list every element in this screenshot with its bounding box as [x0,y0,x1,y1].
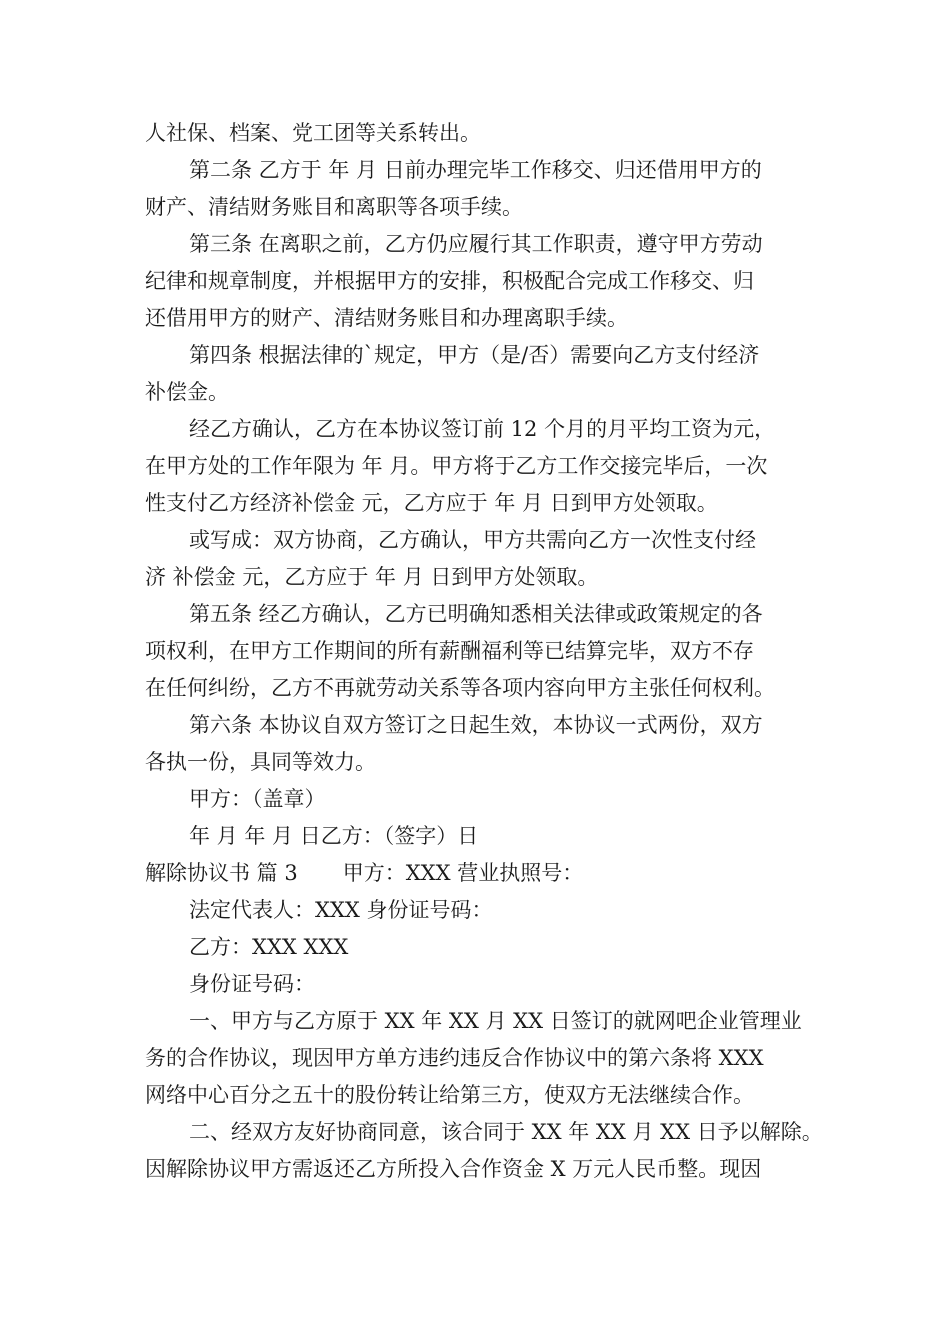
text-line: 第三条 在离职之前，乙方仍应履行其工作职责，遵守甲方劳动 [189,232,763,256]
text-line: 财产、清结财务账目和离职等各项手续。 [145,195,523,219]
text-line: 第五条 经乙方确认，乙方已明确知悉相关法律或政策规定的各 [189,602,763,626]
text-line: 经乙方确认，乙方在本协议签订前 12 个月的月平均工资为元， [189,417,776,441]
section-title: 解除协议书 篇 3 [145,861,298,885]
text-line: 还借用甲方的财产、清结财务账目和办理离职手续。 [145,306,628,330]
text-line: 因解除协议甲方需返还乙方所投入合作资金 X 万元人民币整。现因 [145,1157,762,1181]
text-line: 人社保、档案、党工团等关系转出。 [145,121,481,145]
text-line: 网络中心百分之五十的股份转让给第三方，使双方无法继续合作。 [145,1083,754,1107]
text-line: 或写成：双方协商，乙方确认，甲方共需向乙方一次性支付经 [189,528,756,552]
text-line: 法定代表人：XXX 身份证号码： [189,898,493,922]
document-body [145,115,825,1188]
text-line: 一、甲方与乙方原于 XX 年 XX 月 XX 日签订的就网吧企业管理业 [189,1009,802,1033]
section-heading-line [145,855,825,892]
text-line: 纪律和规章制度，并根据甲方的安排，积极配合完成工作移交、归 [145,269,754,293]
text-line: 项权利，在甲方工作期间的所有薪酬福利等已结算完毕，双方不存 [145,639,754,663]
text-line: 务的合作协议，现因甲方单方违约违反合作协议中的第六条将 XXX [145,1046,764,1070]
signature-party-a-line: 甲方：（盖章） [189,787,326,811]
text-line: 济 补偿金 元，乙方应于 年 月 日到甲方处领取。 [145,565,599,589]
text-line: 身份证号码： [189,972,315,996]
text-line: 在任何纠纷，乙方不再就劳动关系等各项内容向甲方主张任何权利。 [145,676,775,700]
signature-date-line: 年 月 年 月 日乙方：（签字）日 [189,824,479,848]
text-line: 二、经双方友好协商同意，该合同于 XX 年 XX 月 XX 日予以解除。 [189,1120,823,1144]
text-line: 第二条 乙方于 年 月 日前办理完毕工作移交、归还借用甲方的 [189,158,762,182]
text-line: 各执一份，具同等效力。 [145,750,376,774]
text-line: 性支付乙方经济补偿金 元，乙方应于 年 月 日到甲方处领取。 [145,491,718,515]
text-line: 第六条 本协议自双方签订之日起生效，本协议一式两份，双方 [189,713,763,737]
text-line: 第四条 根据法律的`规定，甲方（是/否）需要向乙方支付经济 [189,343,760,367]
party-a-info: 甲方：XXX 营业执照号： [342,861,584,885]
text-line: 乙方：XXX XXX [189,935,349,959]
text-line: 补偿金。 [145,380,229,404]
text-line: 在甲方处的工作年限为 年 月。甲方将于乙方工作交接完毕后，一次 [145,454,768,478]
